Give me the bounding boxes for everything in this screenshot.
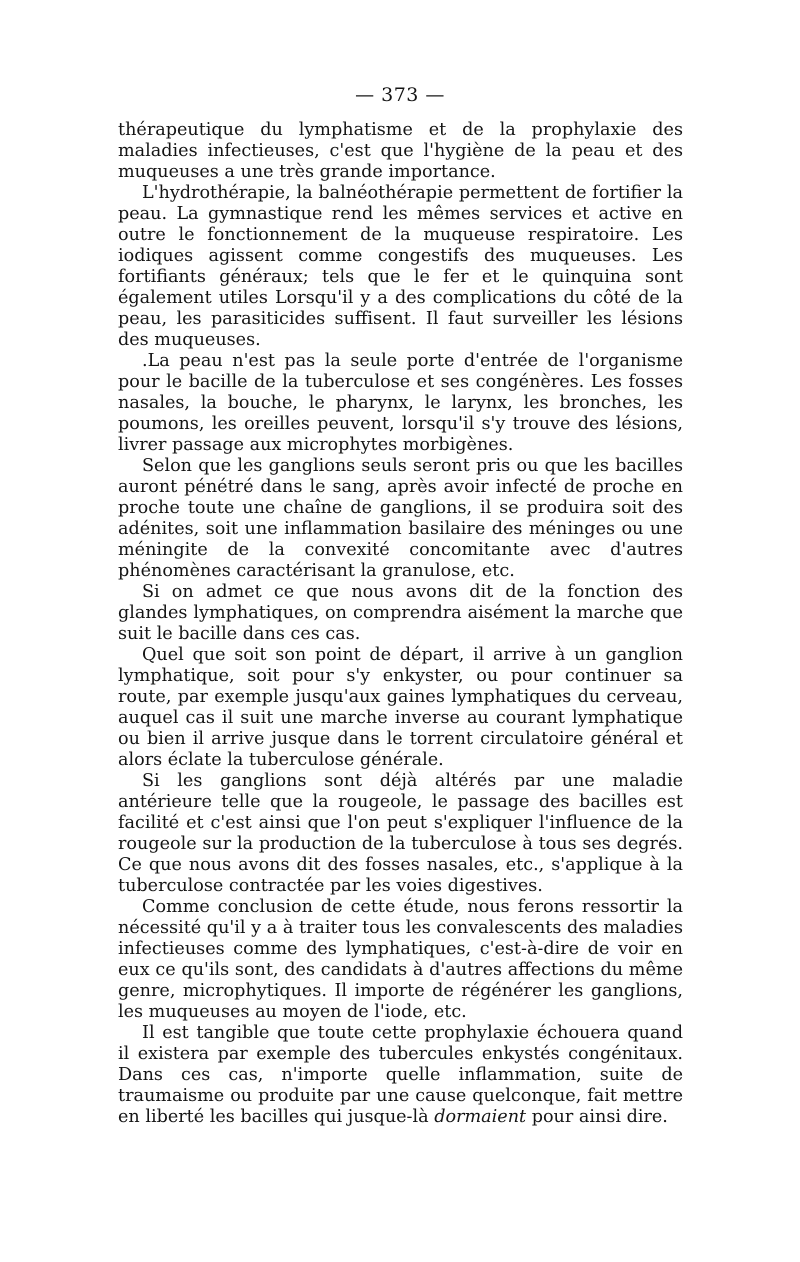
paragraph-3: .La peau n'est pas la seule porte d'entrée de l'organisme pour le bacille de la tuberculose et ses congénères. Les fosses nasales, la bouche, le pharynx, le larynx, les bronches, les poumons, les oreilles peuvent, lorsqu'il s'y trouve des lésions, livrer passage aux microphytes morbigènes. [118,351,683,455]
paragraph-2: L'hydrothérapie, la balnéothérapie permettent de fortifier la peau. La gymnastique rend les mêmes services et active en outre le fonctionnement de la muqueuse respiratoire. Les iodiques agissent comme congestifs des muqueuses. Les fortifiants généraux; tels que le fer et le quinquina sont également utiles Lorsqu'il y a des complications du côté de la peau, les parasiticides suffisent. Il faut surveiller les lésions des muqueuses. [118,183,683,350]
page-number: — 373 — [355,84,445,106]
body-text [118,120,683,1128]
paragraph-5: Si on admet ce que nous avons dit de la fonction des glandes lymphatiques, on comprendra aisément la marche que suit le bacille dans ces cas. [118,582,683,644]
paragraph-7: Si les ganglions sont déjà altérés par une maladie antérieure telle que la rougeole, le passage des bacilles est facilité et c'est ainsi que l'on peut s'expliquer l'influence de la rougeole sur la production de la tuberculose à tous ses degrés. Ce que nous avons dit des fosses nasales, etc., s'applique à la tuberculose contractée par les voies digestives. [118,771,683,896]
paragraph-9-end: pour ainsi dire. [526,1107,668,1127]
paragraph-6: Quel que soit son point de départ, il arrive à un ganglion lymphatique, soit pour s'y enkyster, ou pour continuer sa route, par exemple jusqu'aux gaines lymphatiques du cerveau, auquel cas il suit une marche inverse au courant lymphatique ou bien il arrive jusque dans le torrent circulatoire général et alors éclate la tuberculose générale. [118,645,683,770]
paragraph-8: Comme conclusion de cette étude, nous ferons ressortir la nécessité qu'il y a à traiter tous les convalescents des maladies infectieuses comme des lymphatiques, c'est-à-dire de voir en eux ce qu'ils sont, des candidats à d'autres affections du même genre, microphytiques. Il importe de régénérer les ganglions, les muqueuses au moyen de l'iode, etc. [118,897,683,1022]
paragraph-1: thérapeutique du lymphatisme et de la prophylaxie des maladies infectieuses, c'est que l'hygiène de la peau et des muqueuses a une très grande importance. [118,120,683,182]
italic-word: dormaient [434,1107,527,1127]
paragraph-9-text: Il est tangible que toute cette prophylaxie échouera quand il existera par exemple des tubercules enkystés congénitaux. Dans ces cas, n'importe quelle inflammation, suite de traumaisme ou produite par une cause quelconque, fait mettre en liberté les bacilles qui jusque-là [118,1023,683,1127]
paragraph-9 [118,1023,683,1128]
paragraph-4: Selon que les ganglions seuls seront pris ou que les bacilles auront pénétré dans le sang, après avoir infecté de proche en proche toute une chaîne de ganglions, il se produira soit des adénites, soit une inflammation basilaire des méninges ou une méningite de la convexité concomitante avec d'autres phénomènes caractérisant la granulose, etc. [118,456,683,581]
